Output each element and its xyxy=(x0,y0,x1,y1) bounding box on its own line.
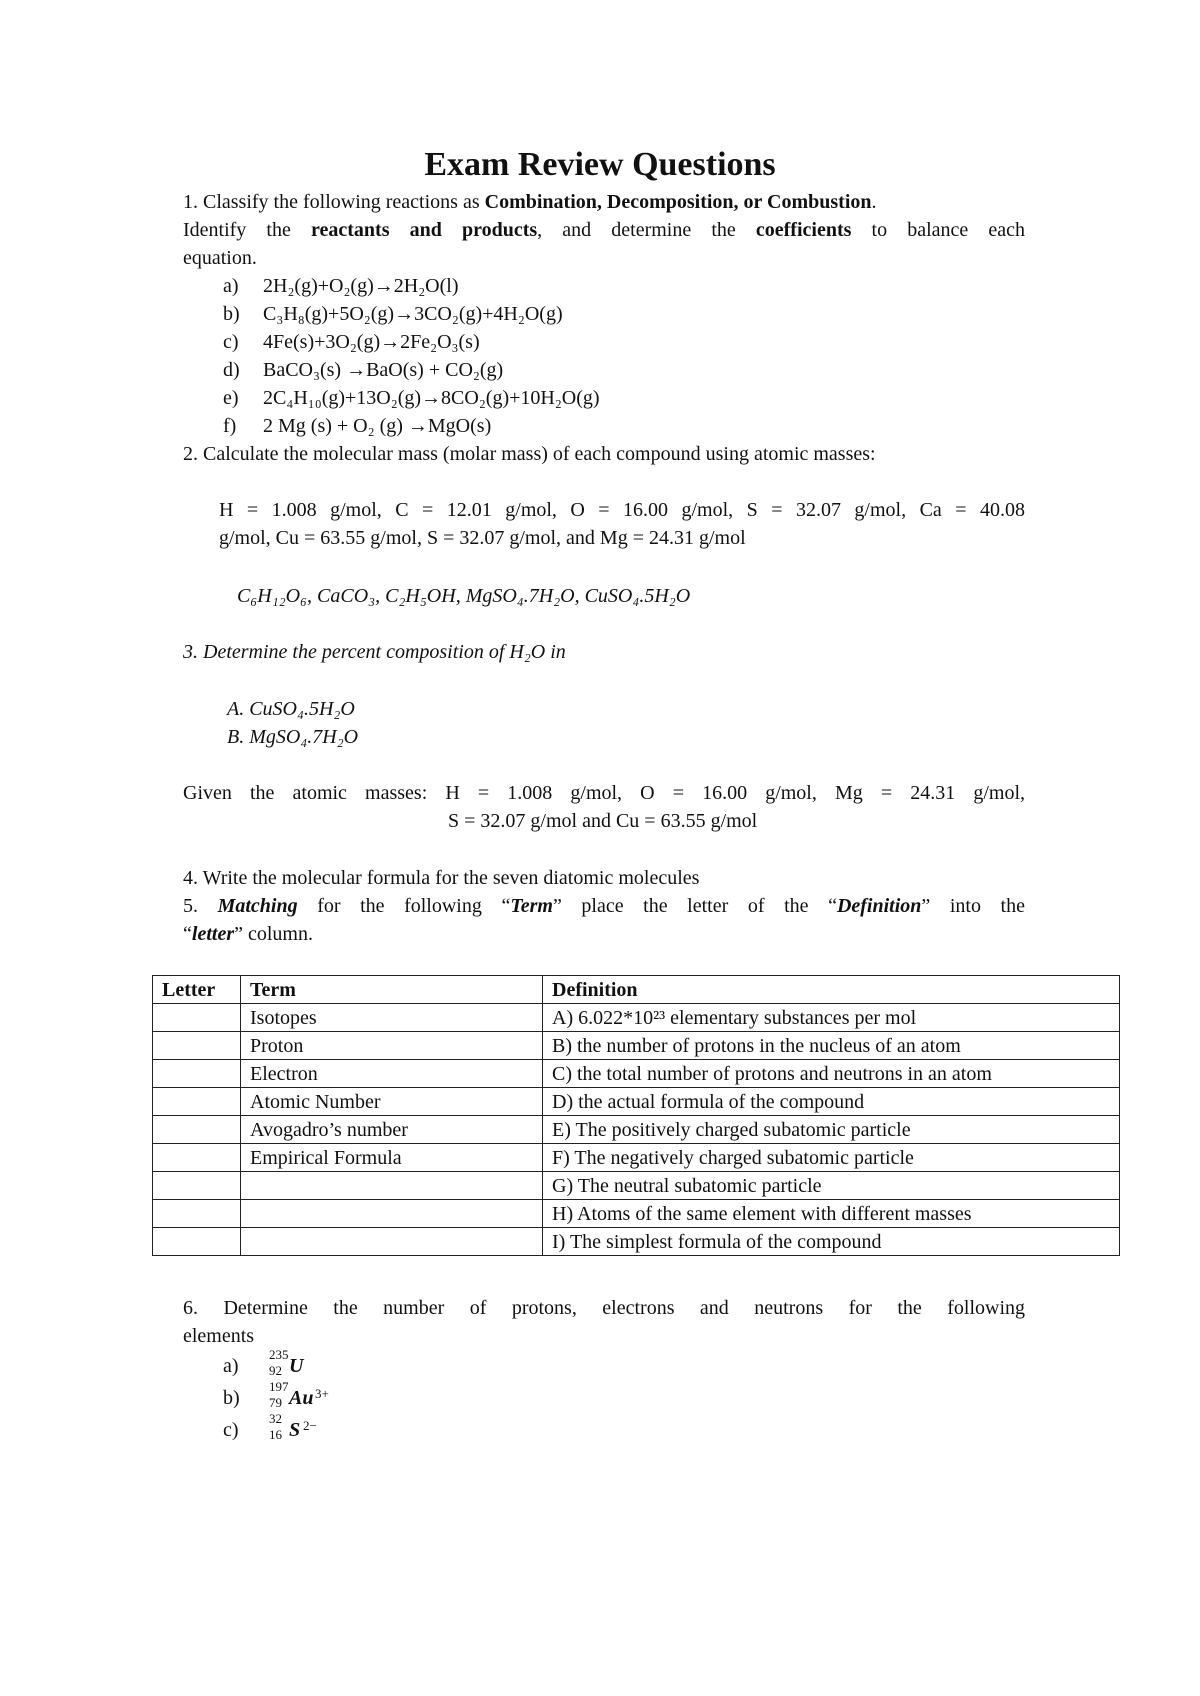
q5-text: for the following “ xyxy=(317,895,511,917)
q5-matching: Matching xyxy=(217,895,298,917)
q1-line1 xyxy=(183,188,877,216)
letter-cell[interactable] xyxy=(153,1172,241,1200)
q1-reactants: reactants and products xyxy=(310,219,538,241)
matching-table xyxy=(152,975,1120,1256)
q1-item-label: b) xyxy=(223,303,240,325)
letter-cell[interactable] xyxy=(153,1088,241,1116)
term-cell: Empirical Formula xyxy=(241,1144,543,1172)
q3-item-a: A. CuSO₄.5H₂O xyxy=(227,698,355,720)
q1-item-label: a) xyxy=(223,275,239,297)
q2-masses-line2: g/mol, Cu = 63.55 g/mol, S = 32.07 g/mol, and Mg = 24.31 g/mol xyxy=(219,527,746,549)
mass-number: 197 xyxy=(269,1379,289,1394)
table-header-row xyxy=(153,976,1120,1004)
q5-definition: Definition xyxy=(836,895,922,917)
term-cell: Isotopes xyxy=(241,1004,543,1032)
ion-charge: 2− xyxy=(303,1418,317,1433)
term-cell: Electron xyxy=(241,1060,543,1088)
header-definition: Definition xyxy=(543,976,1120,1004)
ion-charge: 3+ xyxy=(315,1386,329,1401)
q1-item-a xyxy=(223,272,459,300)
q5-text: ” column. xyxy=(234,923,313,945)
table-row xyxy=(153,1088,1120,1116)
q6-item-a xyxy=(223,1347,323,1380)
q1-line3: equation. xyxy=(183,247,257,269)
q1-equation: 2 Mg (s) + O₂ (g) →MgO(s) xyxy=(263,415,492,437)
q5-text: “ xyxy=(183,923,192,945)
letter-cell[interactable] xyxy=(153,1200,241,1228)
q2-masses-line1: H = 1.008 g/mol, C = 12.01 g/mol, O = 16.00 g/mol, S = 32.07 g/mol, Ca = 40.08 xyxy=(219,499,1025,521)
letter-cell[interactable] xyxy=(153,1116,241,1144)
definition-cell: C) the total number of protons and neutrons in an atom xyxy=(543,1060,1120,1088)
q1-item-label: c) xyxy=(223,331,239,353)
table-row xyxy=(153,1200,1120,1228)
q1-equation: 2C₄H₁₀(g)+13O₂(g)→8CO₂(g)+10H₂O(g) xyxy=(263,387,600,409)
definition-cell: D) the actual formula of the compound xyxy=(543,1088,1120,1116)
definition-cell: B) the number of protons in the nucleus of an atom xyxy=(543,1032,1120,1060)
element-symbol: S xyxy=(289,1419,301,1441)
letter-cell[interactable] xyxy=(153,1060,241,1088)
q6-line1: 6. Determine the number of protons, electrons and neutrons for the following xyxy=(183,1297,1025,1319)
q5-term: Term xyxy=(510,895,553,917)
q1-period: . xyxy=(871,191,877,213)
table-row xyxy=(153,1004,1120,1032)
term-cell xyxy=(241,1200,543,1228)
q5-letter: letter xyxy=(191,923,235,945)
q1-line2 xyxy=(183,216,1025,244)
q1-number: 1. xyxy=(183,191,198,213)
letter-cell[interactable] xyxy=(153,1004,241,1032)
mass-number: 235 xyxy=(269,1347,289,1362)
q5-text: ” place the letter of the “ xyxy=(552,895,837,917)
q1-equation: BaCO₃(s) →BaO(s) + CO₂(g) xyxy=(263,359,504,381)
table-row xyxy=(153,1032,1120,1060)
atomic-number: 79 xyxy=(269,1395,282,1410)
definition-cell: I) The simplest formula of the compound xyxy=(543,1228,1120,1256)
q1-equation: C₃H₈(g)+5O₂(g)→3CO₂(g)+4H₂O(g) xyxy=(263,303,563,325)
q1-item-d xyxy=(223,356,503,384)
q1-identify: Identify the xyxy=(183,219,291,241)
table-row xyxy=(153,1228,1120,1256)
definition-cell: G) The neutral subatomic particle xyxy=(543,1172,1120,1200)
q1-determine: , and determine the xyxy=(537,219,736,241)
q5-number: 5. xyxy=(183,895,198,917)
q2-compounds: C₆H₁₂O₆, CaCO₃, C₂H₅OH, MgSO₄.7H₂O, CuSO₄.5H₂O xyxy=(237,585,691,607)
q1-item-label: d) xyxy=(223,359,240,381)
q3-given-line1: Given the atomic masses: H = 1.008 g/mol, O = 16.00 g/mol, Mg = 24.31 g/mol, xyxy=(183,782,1025,804)
q6-item-b xyxy=(223,1379,329,1412)
term-cell xyxy=(241,1172,543,1200)
q5-line1 xyxy=(183,892,1025,920)
q1-item-e xyxy=(223,384,600,412)
q6-item-label: b) xyxy=(223,1387,240,1409)
atomic-number: 16 xyxy=(269,1427,282,1442)
element-symbol: U xyxy=(289,1355,304,1377)
table-row xyxy=(153,1144,1120,1172)
q3-given-line2: S = 32.07 g/mol and Cu = 63.55 g/mol xyxy=(448,810,758,832)
mass-number: 32 xyxy=(269,1411,282,1426)
q1-item-f xyxy=(223,412,491,440)
q6-line2: elements xyxy=(183,1325,255,1347)
term-cell: Avogadro’s number xyxy=(241,1116,543,1144)
definition-cell: F) The negatively charged subatomic particle xyxy=(543,1144,1120,1172)
nuclide-notation xyxy=(263,1379,329,1412)
q1-item-label: e) xyxy=(223,387,239,409)
q1-item-label: f) xyxy=(223,415,237,437)
q1-item-b xyxy=(223,300,563,328)
table-row xyxy=(153,1060,1120,1088)
q6-item-label: c) xyxy=(223,1419,239,1441)
letter-cell[interactable] xyxy=(153,1144,241,1172)
header-term: Term xyxy=(241,976,543,1004)
q1-coefficients: coefficients xyxy=(755,219,852,241)
nuclide-notation xyxy=(263,1347,323,1380)
definition-cell: E) The positively charged subatomic particle xyxy=(543,1116,1120,1144)
q5-text: ” into the xyxy=(921,895,1025,917)
letter-cell[interactable] xyxy=(153,1228,241,1256)
header-letter: Letter xyxy=(153,976,241,1004)
definition-cell: H) Atoms of the same element with different masses xyxy=(543,1200,1120,1228)
term-cell: Proton xyxy=(241,1032,543,1060)
element-symbol: Au xyxy=(289,1387,314,1409)
q6-item-c xyxy=(223,1411,323,1444)
nuclide-notation xyxy=(263,1411,323,1444)
q1-equation: 4Fe(s)+3O₂(g)→2Fe₂O₃(s) xyxy=(263,331,480,353)
letter-cell[interactable] xyxy=(153,1032,241,1060)
table-row xyxy=(153,1172,1120,1200)
q1-item-c xyxy=(223,328,480,356)
atomic-number: 92 xyxy=(269,1363,282,1378)
term-cell xyxy=(241,1228,543,1256)
q1-types: Combination, Decomposition, or Combustion xyxy=(484,191,872,213)
page-title: Exam Review Questions xyxy=(424,146,776,183)
q3-text: 3. Determine the percent composition of H₂O in xyxy=(183,641,566,663)
q1-balance: to balance each xyxy=(871,219,1026,241)
definition-cell: A) 6.022*10²³ elementary substances per mol xyxy=(543,1004,1120,1032)
q2-text: 2. Calculate the molecular mass (molar mass) of each compound using atomic masses: xyxy=(183,443,876,465)
q5-line2 xyxy=(183,920,313,948)
q1-text: Classify the following reactions as xyxy=(203,191,485,213)
term-cell: Atomic Number xyxy=(241,1088,543,1116)
q6-item-label: a) xyxy=(223,1355,239,1377)
q3-item-b: B. MgSO₄.7H₂O xyxy=(227,726,359,748)
q4-text: 4. Write the molecular formula for the seven diatomic molecules xyxy=(183,867,700,889)
q1-equation: 2H₂(g)+O₂(g)→2H₂O(l) xyxy=(263,275,459,297)
table-row xyxy=(153,1116,1120,1144)
